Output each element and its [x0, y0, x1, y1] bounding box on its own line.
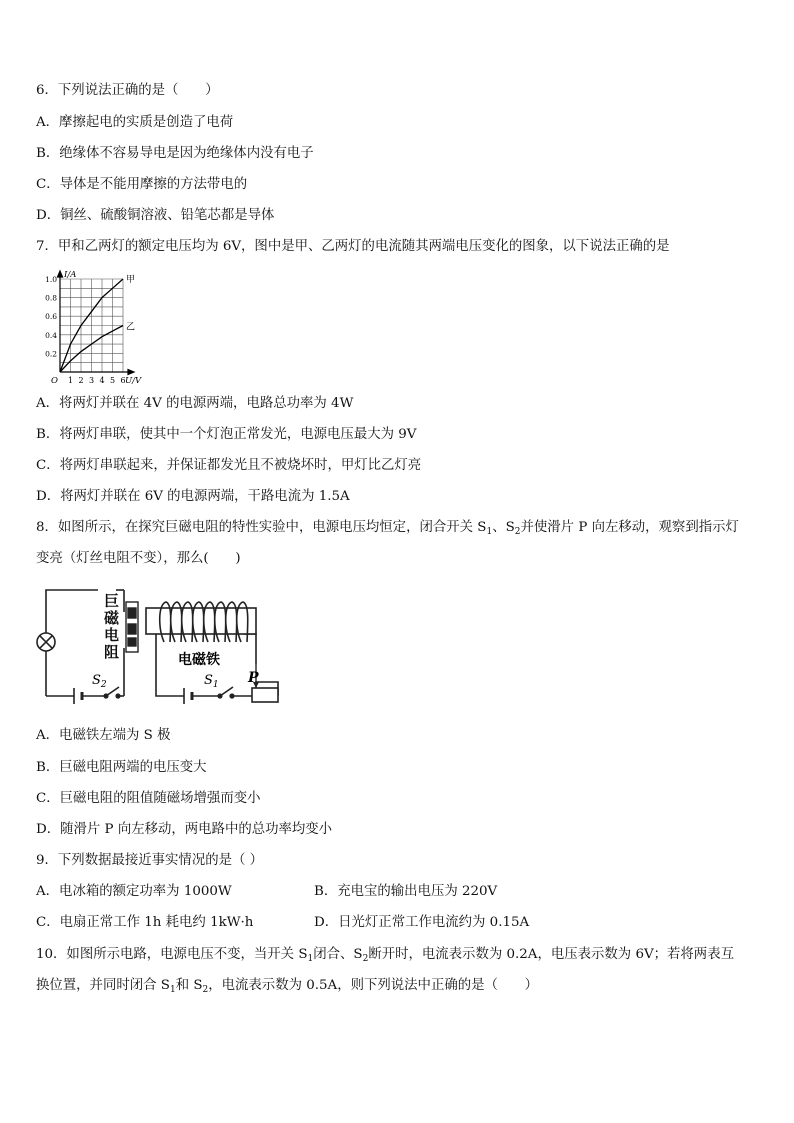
switch-s1-icon	[218, 687, 234, 698]
svg-text:巨磁电阻: 巨磁电阻	[104, 592, 120, 661]
q6-option-b: B．绝缘体不容易导电是因为绝缘体内没有电子	[36, 146, 314, 161]
series-label-1: 乙	[126, 322, 136, 333]
q7-stem: 7．甲和乙两灯的额定电压均为 6V，图中是甲、乙两灯的电流随其两端电压变化的图象，以下说法正确的是	[36, 239, 670, 254]
q7-option-a: A．将两灯并联在 4V 的电源两端，电路总功率为 4W	[36, 396, 354, 411]
gmr-label	[104, 592, 120, 661]
origin-label: O	[51, 376, 58, 386]
battery-left-icon	[74, 688, 82, 704]
q8-circuit-diagram	[34, 582, 284, 710]
series-label-0: 甲	[126, 275, 136, 285]
q7-option-b: B．将两灯串联，使其中一个灯泡正常发光，电源电压最大为 9V	[36, 427, 417, 442]
q6-option-c: C．导体是不能用摩擦的方法带电的	[36, 177, 248, 192]
x-tick-label: 3	[88, 376, 95, 385]
q8-option-a: A．电磁铁左端为 S 极	[36, 728, 171, 743]
q9-option-a: A．电冰箱的额定功率为 1000W	[36, 884, 232, 899]
lamp-icon	[37, 633, 55, 651]
gmr-resistor-icon	[126, 602, 138, 652]
q8-option-c: C．巨磁电阻的阻值随磁场增强而变小	[36, 791, 261, 806]
q9-option-b: B．充电宝的输出电压为 220V	[314, 884, 498, 899]
q6-option-d: D．铜丝、硫酸铜溶液、铅笔芯都是导体	[36, 208, 275, 223]
q7-iu-graph	[34, 268, 154, 388]
y-tick-label: 0.6	[45, 312, 57, 322]
slider-label: P	[248, 670, 259, 686]
q6-stem: 6．下列说法正确的是（ ）	[36, 83, 219, 98]
x-tick-label: 2	[78, 376, 84, 385]
q8-option-d: D．随滑片 P 向左移动，两电路中的总功率均变小	[36, 822, 333, 837]
x-tick-labels	[68, 376, 126, 385]
y-tick-label: 0.8	[45, 293, 57, 303]
switch-s2-label: $S_2$	[92, 673, 107, 690]
y-tick-labels	[45, 275, 57, 358]
x-tick-label: 5	[109, 376, 116, 385]
q8-stem-line1: 8．如图所示，在探究巨磁电阻的特性实验中，电源电压均恒定，闭合开关 $S_1$、$S_2$并使滑片 P 向左移动，观察到指示灯	[36, 520, 739, 537]
y-tick-label: 0.4	[45, 330, 57, 340]
y-axis-label: I/A	[64, 270, 77, 280]
q8-option-b: B．巨磁电阻两端的电压变大	[36, 760, 207, 775]
x-tick-label: 1	[67, 376, 74, 385]
q7-option-c: C．将两灯串联起来，并保证都发光且不被烧坏时，甲灯比乙灯亮	[36, 458, 422, 473]
x-axis-label: U/V	[125, 376, 142, 386]
q10-stem-line2: 换位置，并同时闭合 $S_1$和 $S_2$，电流表示数为 0.5A，则下列说法中正确的是（ ）	[36, 978, 539, 995]
q9-option-c: C．电扇正常工作 1h 耗电约 1kW·h	[36, 915, 254, 930]
graph-curves	[60, 274, 135, 372]
switch-s1-label: $S_1$	[204, 673, 219, 690]
x-tick-label: 4	[99, 376, 105, 385]
graph-grid	[60, 279, 123, 372]
rheostat-icon	[252, 688, 278, 702]
q8-stem-line2: 变亮（灯丝电阻不变），那么( )	[36, 551, 241, 566]
x-tick-label: 6	[120, 376, 126, 385]
electromagnet-label: 电磁铁	[178, 652, 220, 668]
q9-stem: 9．下列数据最接近事实情况的是（ ）	[36, 853, 264, 868]
y-tick-label: 0.2	[45, 349, 57, 359]
y-tick-label: 1.0	[45, 275, 57, 284]
electromagnet-core	[146, 608, 256, 634]
q7-option-d: D．将两灯并联在 6V 的电源两端，干路电流为 1.5A	[36, 489, 350, 504]
q6-option-a: A．摩擦起电的实质是创造了电荷	[36, 115, 234, 130]
graph-axes	[58, 271, 135, 375]
battery-right-icon	[184, 688, 192, 704]
q10-stem-line1: 10．如图所示电路，电源电压不变，当开关 $S_1$闭合、$S_2$断开时，电流表示数为 0.2A，电压表示数为 6V；若将两表互	[36, 947, 734, 964]
q9-option-d: D．日光灯正常工作电流约为 0.15A	[314, 915, 530, 930]
